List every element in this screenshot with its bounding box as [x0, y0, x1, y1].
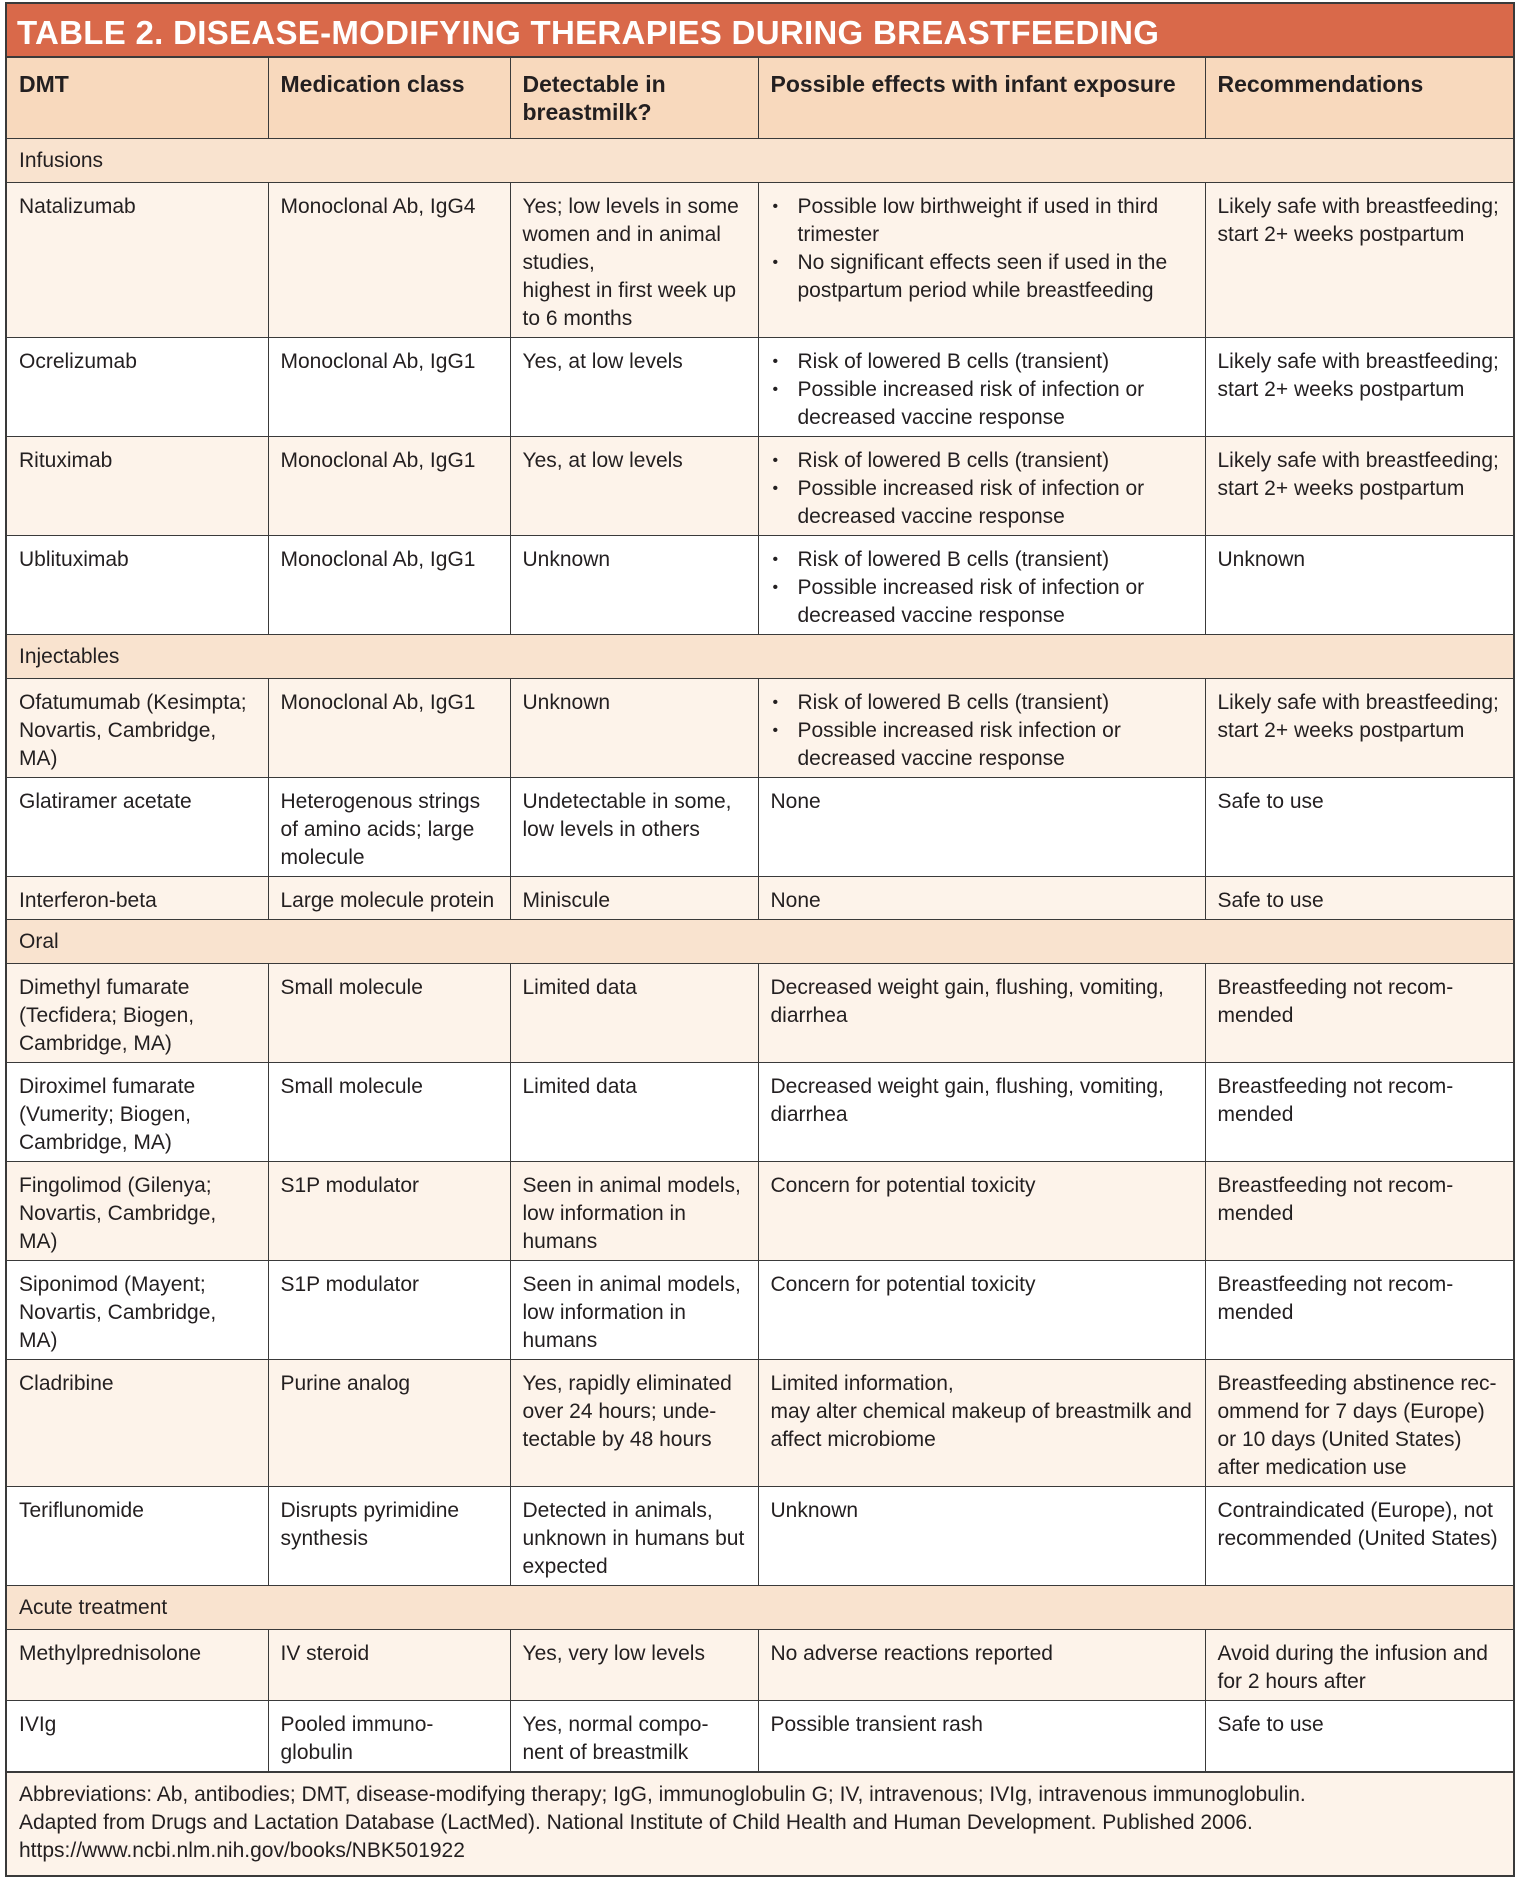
dmt-cell: Interferon-beta	[7, 876, 268, 919]
medication-class-cell: Large molecule protein	[268, 876, 510, 919]
table-row	[7, 777, 1513, 876]
recommendation-cell: Breastfeeding not recom- mended	[1205, 1260, 1513, 1359]
dmt-cell: Teriflunomide	[7, 1486, 268, 1585]
dmt-cell: Rituximab	[7, 436, 268, 535]
table-footnote	[7, 1772, 1513, 1875]
table-row	[7, 678, 1513, 777]
table-row	[7, 1629, 1513, 1700]
col-header-dmt: DMT	[7, 58, 268, 138]
dmt-cell: IVIg	[7, 1700, 268, 1771]
col-header-effects: Possible effects with infant exposure	[758, 58, 1205, 138]
medication-class-cell: Monoclonal Ab, IgG4	[268, 182, 510, 337]
medication-class-cell: Purine analog	[268, 1359, 510, 1486]
effects-cell	[758, 535, 1205, 634]
group-row	[7, 1585, 1513, 1629]
recommendation-cell: Likely safe with breastfeeding; start 2+ weeks postpartum	[1205, 678, 1513, 777]
effects-cell: Concern for potential toxicity	[758, 1161, 1205, 1260]
col-header-detectable: Detectable in breastmilk?	[510, 58, 758, 138]
recommendation-cell: Likely safe with breastfeeding; start 2+ weeks postpartum	[1205, 182, 1513, 337]
group-row	[7, 919, 1513, 963]
effect-item: • Possible low birthweight if used in third trimester	[771, 193, 1195, 249]
dmt-table	[7, 58, 1513, 1772]
medication-class-cell: S1P modulator	[268, 1260, 510, 1359]
recommendation-cell: Likely safe with breastfeeding; start 2+ weeks postpartum	[1205, 337, 1513, 436]
recommendation-cell: Avoid during the infusion and for 2 hours after	[1205, 1629, 1513, 1700]
detectable-cell: Detected in animals, unknown in humans but expected	[510, 1486, 758, 1585]
effects-cell: Unknown	[758, 1486, 1205, 1585]
dmt-cell: Glatiramer acetate	[7, 777, 268, 876]
dmt-cell: Dimethyl fumarate (Tecfidera; Biogen, Cambridge, MA)	[7, 963, 268, 1062]
effects-cell: No adverse reactions reported	[758, 1629, 1205, 1700]
footnote-source: Adapted from Drugs and Lactation Database (LactMed). National Institute of Child Health and Human Development. Published 2006.	[19, 1810, 1253, 1834]
dmt-cell: Ublituximab	[7, 535, 268, 634]
table-title: TABLE 2. DISEASE-MODIFYING THERAPIES DURING BREASTFEEDING	[7, 4, 1513, 58]
effects-list	[771, 447, 1195, 531]
header-row	[7, 58, 1513, 138]
effects-list	[771, 348, 1195, 432]
detectable-cell: Yes, at low levels	[510, 337, 758, 436]
effects-cell: None	[758, 876, 1205, 919]
medication-class-cell: Monoclonal Ab, IgG1	[268, 436, 510, 535]
group-label: Injectables	[7, 634, 1513, 678]
dmt-cell: Cladribine	[7, 1359, 268, 1486]
recommendation-cell: Breastfeeding abstinence rec- ommend for 7 days (Europe) or 10 days (United States) after medication use	[1205, 1359, 1513, 1486]
recommendation-cell: Breastfeeding not recom- mended	[1205, 963, 1513, 1062]
effects-cell	[758, 182, 1205, 337]
recommendation-cell: Safe to use	[1205, 876, 1513, 919]
effect-item: • Possible increased risk of infection or decreased vaccine response	[771, 574, 1195, 630]
effects-cell	[758, 678, 1205, 777]
effect-item: • Possible increased risk infection or decreased vaccine response	[771, 717, 1195, 773]
recommendation-cell: Contraindicated (Europe), not recommended (United States)	[1205, 1486, 1513, 1585]
detectable-cell: Yes, rapidly eliminated over 24 hours; unde- tectable by 48 hours	[510, 1359, 758, 1486]
dmt-cell: Siponimod (Mayent; Novartis, Cambridge, MA)	[7, 1260, 268, 1359]
recommendation-cell: Breastfeeding not recom- mended	[1205, 1161, 1513, 1260]
table-row	[7, 1486, 1513, 1585]
medication-class-cell: Monoclonal Ab, IgG1	[268, 678, 510, 777]
recommendation-cell: Breastfeeding not recom- mended	[1205, 1062, 1513, 1161]
detectable-cell: Yes, normal compo- nent of breastmilk	[510, 1700, 758, 1771]
recommendation-cell: Likely safe with breastfeeding; start 2+ weeks postpartum	[1205, 436, 1513, 535]
detectable-cell: Yes, at low levels	[510, 436, 758, 535]
effect-item: • No significant effects seen if used in the postpartum period while breastfeeding	[771, 249, 1195, 305]
dmt-cell: Diroximel fumarate (Vumerity; Biogen, Cambridge, MA)	[7, 1062, 268, 1161]
group-row	[7, 634, 1513, 678]
medication-class-cell: Monoclonal Ab, IgG1	[268, 535, 510, 634]
detectable-cell: Miniscule	[510, 876, 758, 919]
effect-item: • Risk of lowered B cells (transient)	[771, 348, 1195, 376]
table-body	[7, 138, 1513, 1771]
col-header-medication-class: Medication class	[268, 58, 510, 138]
medication-class-cell: Pooled immuno- globulin	[268, 1700, 510, 1771]
dmt-cell: Methylprednisolone	[7, 1629, 268, 1700]
effects-cell	[758, 337, 1205, 436]
table-row	[7, 182, 1513, 337]
dmt-cell: Fingolimod (Gilenya; Novartis, Cambridge, MA)	[7, 1161, 268, 1260]
medication-class-cell: Heterogenous strings of amino acids; large molecule	[268, 777, 510, 876]
effects-cell: Concern for potential toxicity	[758, 1260, 1205, 1359]
group-label: Infusions	[7, 138, 1513, 182]
detectable-cell: Unknown	[510, 535, 758, 634]
effect-item: • Risk of lowered B cells (transient)	[771, 546, 1195, 574]
recommendation-cell: Safe to use	[1205, 1700, 1513, 1771]
medication-class-cell: Small molecule	[268, 1062, 510, 1161]
effects-cell: None	[758, 777, 1205, 876]
table-row	[7, 1359, 1513, 1486]
effects-cell: Possible transient rash	[758, 1700, 1205, 1771]
effect-item: • Risk of lowered B cells (transient)	[771, 689, 1195, 717]
dmt-table-figure	[5, 2, 1515, 1877]
detectable-cell: Yes, very low levels	[510, 1629, 758, 1700]
recommendation-cell: Unknown	[1205, 535, 1513, 634]
col-header-recommendations: Recommendations	[1205, 58, 1513, 138]
table-row	[7, 436, 1513, 535]
table-row	[7, 1062, 1513, 1161]
effects-list	[771, 546, 1195, 630]
medication-class-cell: Monoclonal Ab, IgG1	[268, 337, 510, 436]
table-row	[7, 1161, 1513, 1260]
detectable-cell: Unknown	[510, 678, 758, 777]
effects-list	[771, 689, 1195, 773]
effect-item: • Possible increased risk of infection or decreased vaccine response	[771, 376, 1195, 432]
table-row	[7, 337, 1513, 436]
detectable-cell: Undetectable in some, low levels in others	[510, 777, 758, 876]
effects-cell: Decreased weight gain, flushing, vomiting, diarrhea	[758, 1062, 1205, 1161]
medication-class-cell: IV steroid	[268, 1629, 510, 1700]
detectable-cell: Seen in animal models, low information in humans	[510, 1260, 758, 1359]
dmt-cell: Natalizumab	[7, 182, 268, 337]
medication-class-cell: S1P modulator	[268, 1161, 510, 1260]
detectable-cell: Seen in animal models, low information in humans	[510, 1161, 758, 1260]
effects-cell: Limited information, may alter chemical makeup of breastmilk and affect microbiome	[758, 1359, 1205, 1486]
effects-cell	[758, 436, 1205, 535]
footnote-url: https://www.ncbi.nlm.nih.gov/books/NBK501922	[19, 1838, 465, 1862]
medication-class-cell: Disrupts pyrimidine synthesis	[268, 1486, 510, 1585]
effect-item: • Possible increased risk of infection or decreased vaccine response	[771, 475, 1195, 531]
medication-class-cell: Small molecule	[268, 963, 510, 1062]
detectable-cell: Yes; low levels in some women and in animal studies, highest in first week up to 6 months	[510, 182, 758, 337]
table-row	[7, 535, 1513, 634]
dmt-cell: Ofatumumab (Kesimpta; Novartis, Cambridge, MA)	[7, 678, 268, 777]
effects-cell: Decreased weight gain, flushing, vomiting, diarrhea	[758, 963, 1205, 1062]
group-row	[7, 138, 1513, 182]
detectable-cell: Limited data	[510, 963, 758, 1062]
table-row	[7, 876, 1513, 919]
dmt-cell: Ocrelizumab	[7, 337, 268, 436]
table-row	[7, 1260, 1513, 1359]
table-row	[7, 963, 1513, 1062]
group-label: Oral	[7, 919, 1513, 963]
recommendation-cell: Safe to use	[1205, 777, 1513, 876]
group-label: Acute treatment	[7, 1585, 1513, 1629]
table-row	[7, 1700, 1513, 1771]
footnote-abbreviations: Abbreviations: Ab, antibodies; DMT, disease-modifying therapy; IgG, immunoglobulin G; IV, intravenous; IVIg, intravenous immunoglobulin.	[19, 1782, 1306, 1806]
effects-list	[771, 193, 1195, 305]
effect-item: • Risk of lowered B cells (transient)	[771, 447, 1195, 475]
detectable-cell: Limited data	[510, 1062, 758, 1161]
